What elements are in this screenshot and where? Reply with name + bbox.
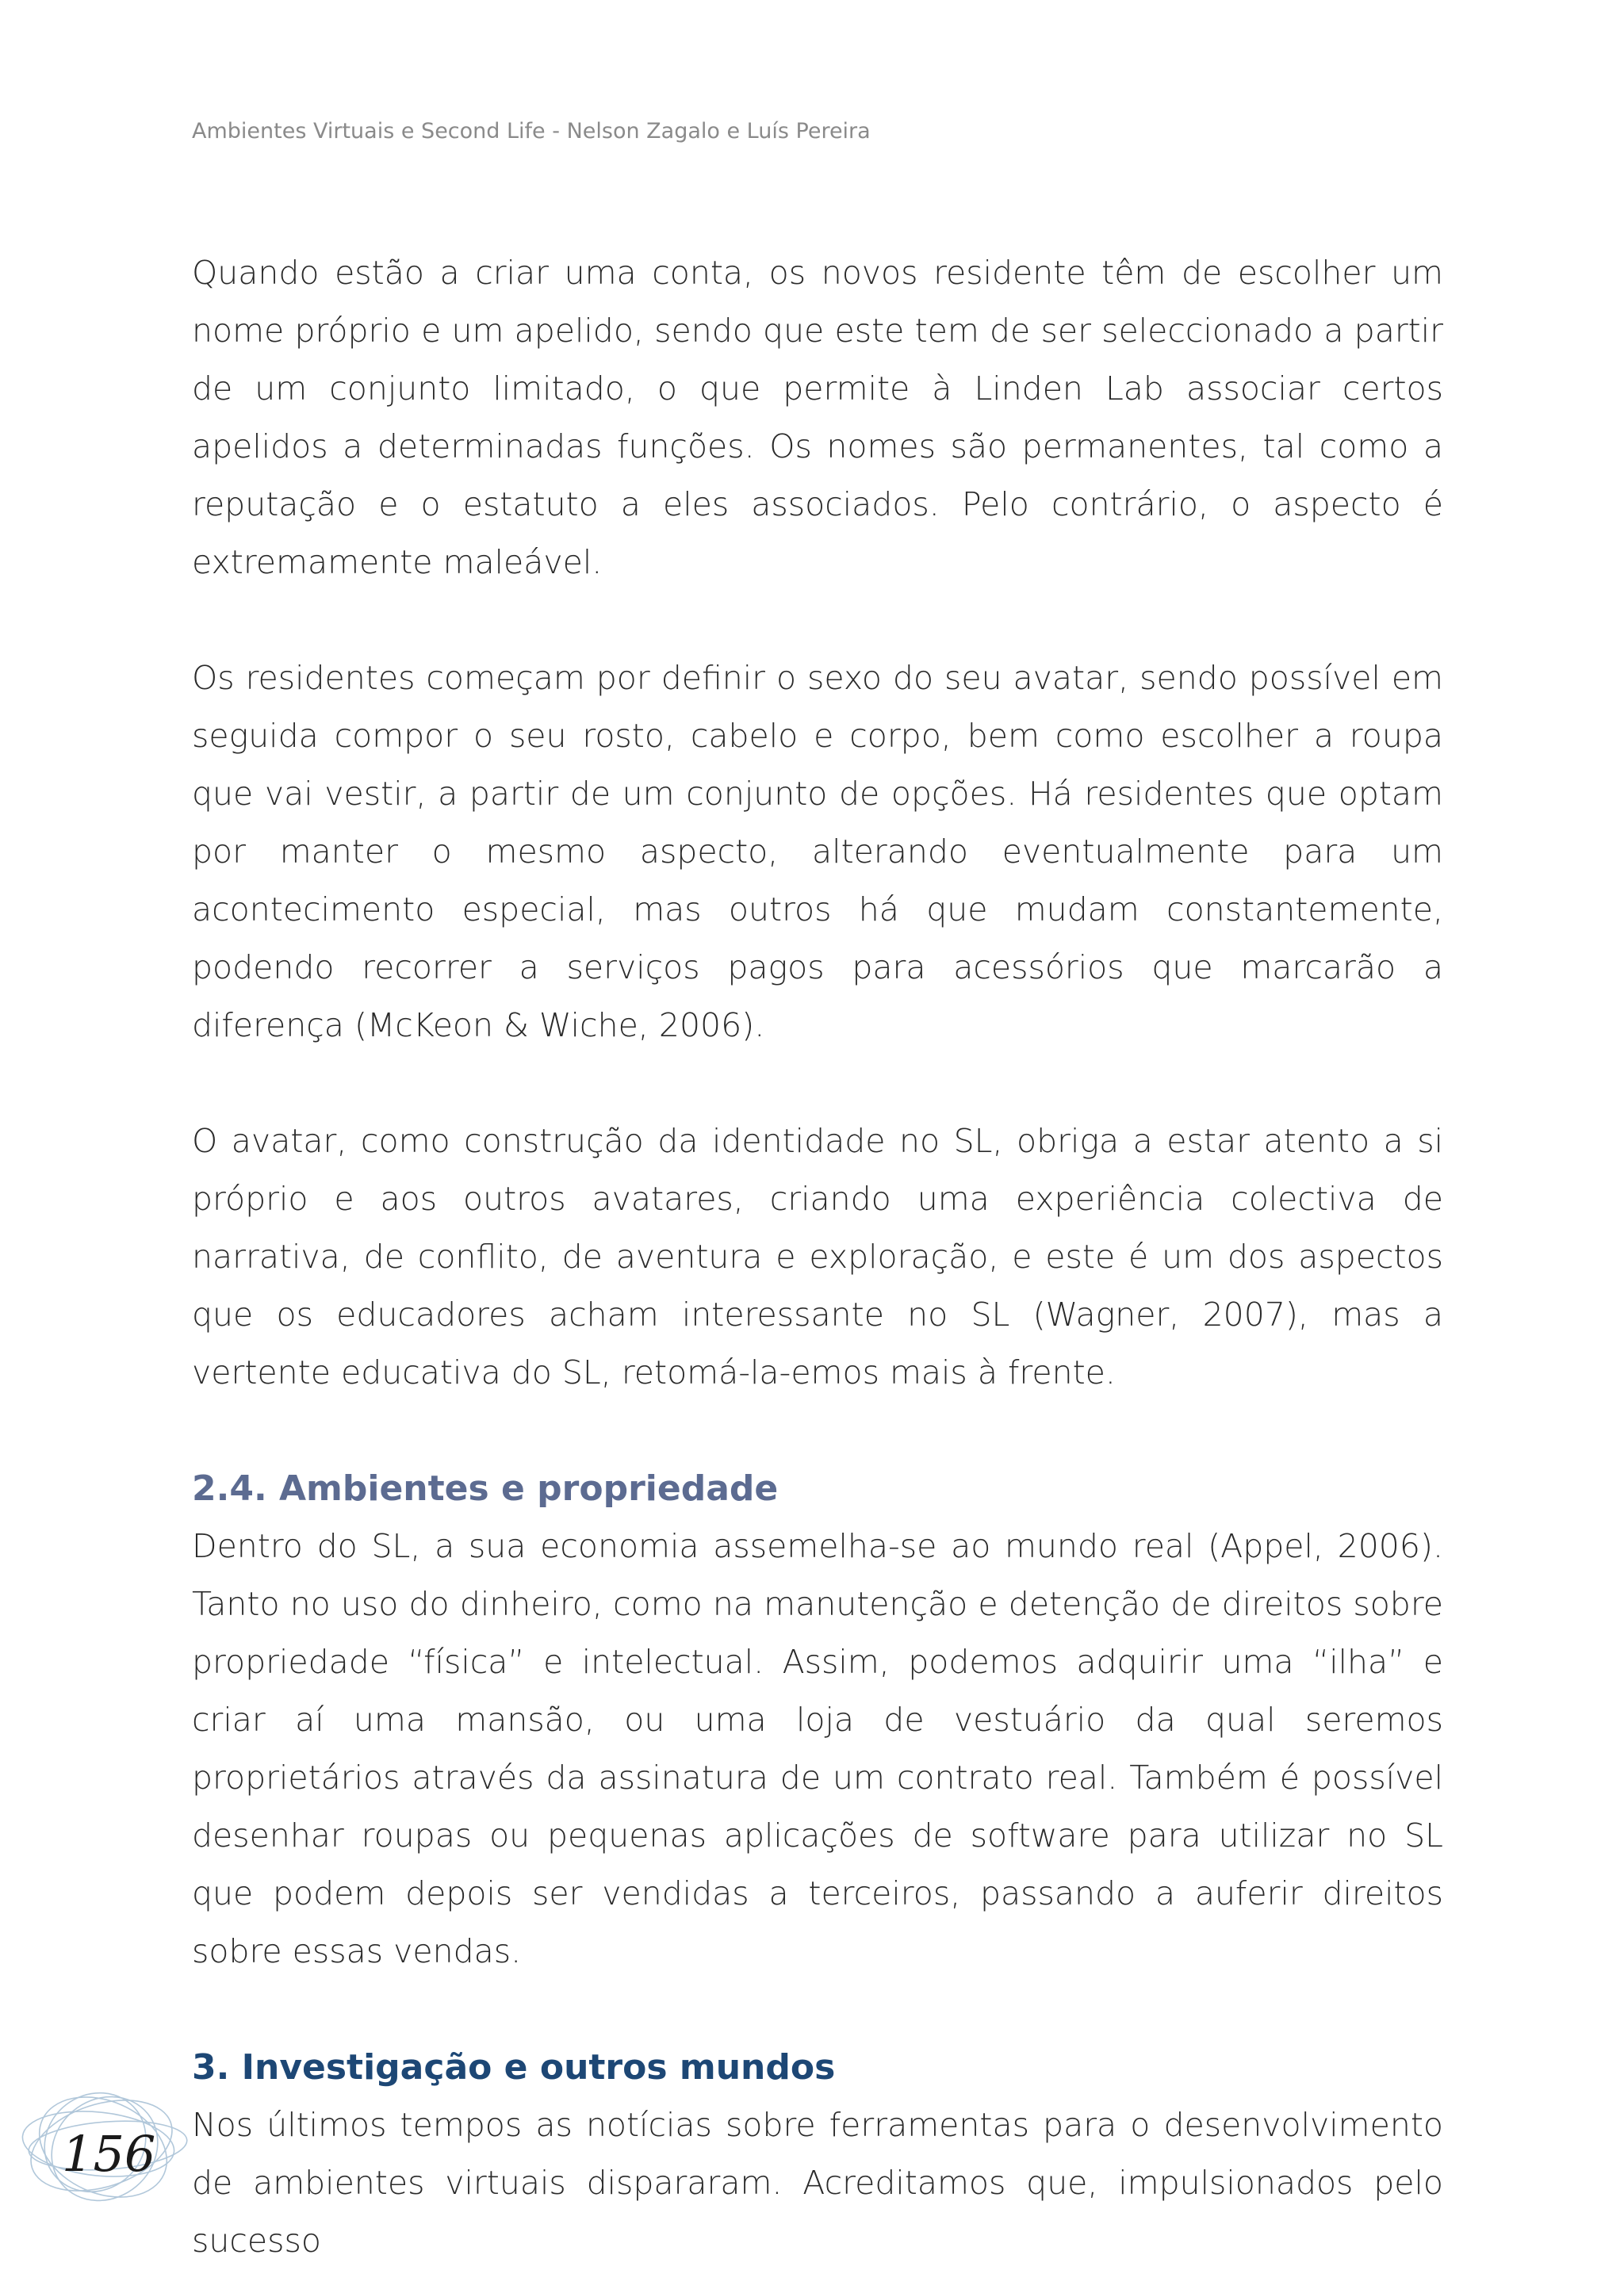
paragraph-economy: Dentro do SL, a sua economia assemelha-se ao mundo real (Appel, 2006). Tanto no uso do dinheiro, como na manutenção e detenção de direitos sobre propriedade “física” e intelectual. Assim, podemos adquirir uma “ilha” e criar aí uma mansão, ou uma loja de vestuário da qual seremos proprietários através da assinatura de um contrato real. Também é possível desenhar roupas ou pequenas aplicações de software para utilizar no SL que podem depois ser vendidas a terceiros, passando a auferir direitos sobre essas vendas. [192,1527,1443,1970]
page-number: 156 [62,2125,156,2183]
paragraph-avatar-appearance: Os residentes começam por definir o sexo do seu avatar, sendo possível em seguida compor o seu rosto, cabelo e corpo, bem como escolher a roupa que vai vestir, a partir de um conjunto de opções. Há residentes que optam por manter o mesmo aspecto, alterando eventualmente para um acontecimento especial, mas outros há que mudam constantemente, podendo recorrer a serviços pagos para acessórios que marcarão a diferença (McKeon & Wiche, 2006). [192,659,1443,1044]
paragraph-avatar-identity: O avatar, como construção da identidade no SL, obriga a estar atento a si próprio e aos outros avatares, criando uma experiência colectiva de narrativa, de conflito, de aventura e exploração, e este é um dos aspectos que os educadores acham interessante no SL (Wagner, 2007), mas a vertente educativa do SL, retomá-la-emos mais à frente. [192,1122,1443,1391]
page-body [192,244,1443,2270]
section-heading-investigacao: 3. Investigação e outros mundos [192,2047,836,2088]
paragraph-research: Nos últimos tempos as notícias sobre ferramentas para o desenvolvimento de ambientes virtuais dispararam. Acreditamos que, impulsionados pelo sucesso [192,2106,1443,2260]
section-heading-ambientes-propriedade: 2.4. Ambientes e propriedade [192,1468,779,1509]
paragraph-account-names: Quando estão a criar uma conta, os novos residente têm de escolher um nome próprio e um apelido, sendo que este tem de ser seleccionado a partir de um conjunto limitado, o que permite à Linden Lab associar certos apelidos a determinadas funções. Os nomes são permanentes, tal como a reputação e o estatuto a eles associados. Pelo contrário, o aspecto é extremamente maleável. [192,254,1443,581]
running-header: Ambientes Virtuais e Second Life - Nelson Zagalo e Luís Pereira [192,119,871,144]
